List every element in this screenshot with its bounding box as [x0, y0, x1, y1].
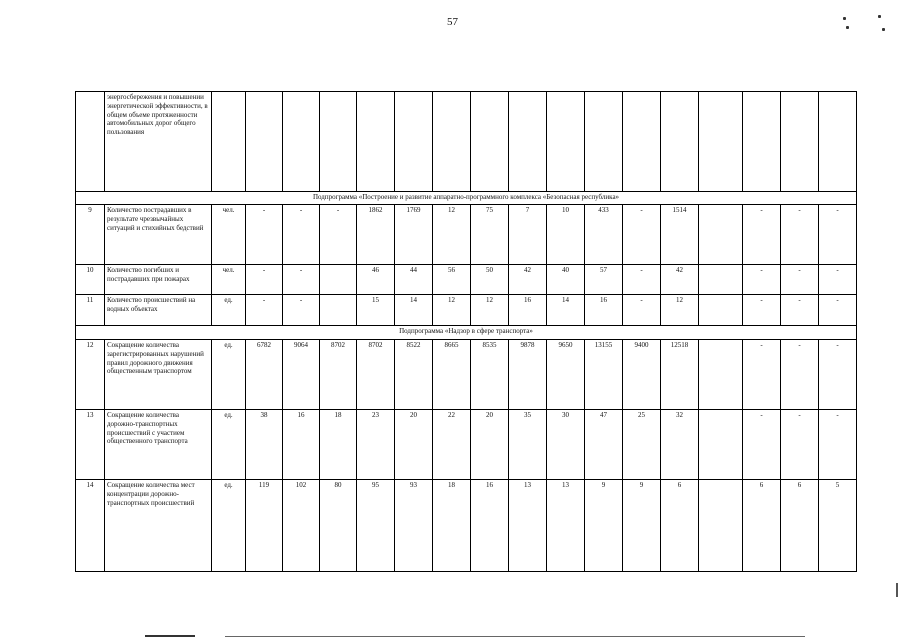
value-cell: 20	[471, 410, 509, 480]
value-cell: -	[819, 205, 857, 265]
value-cell: -	[246, 265, 283, 295]
value-cell: 16	[471, 480, 509, 572]
value-cell: 93	[395, 480, 433, 572]
value-cell: 5	[819, 480, 857, 572]
value-cell: 8702	[357, 340, 395, 410]
value-cell: 9	[585, 480, 623, 572]
value-cell: 15	[357, 295, 395, 326]
value-cell: -	[781, 265, 819, 295]
scan-line	[145, 635, 195, 637]
value-cell: -	[819, 340, 857, 410]
scan-mark	[882, 28, 885, 31]
value-cell: 47	[585, 410, 623, 480]
scan-line	[225, 636, 805, 637]
value-cell: -	[743, 410, 781, 480]
scan-mark	[846, 26, 849, 29]
value-cell: 12	[661, 295, 699, 326]
value-cell: 1769	[395, 205, 433, 265]
value-cell: 56	[433, 265, 471, 295]
value-cell	[699, 340, 743, 410]
value-cell: 50	[471, 265, 509, 295]
value-cell: 1514	[661, 205, 699, 265]
value-cell: -	[743, 265, 781, 295]
indicator-name: Сокращение количества зарегистрированных нарушений правил дорожного движения общественным транспортом	[105, 340, 212, 410]
value-cell: 42	[661, 265, 699, 295]
table-row	[76, 480, 857, 572]
value-cell: -	[246, 295, 283, 326]
value-cell: 32	[661, 410, 699, 480]
value-cell: 44	[395, 265, 433, 295]
value-cell: 57	[585, 265, 623, 295]
value-cell: 9400	[623, 340, 661, 410]
value-cell	[819, 92, 857, 192]
value-cell: 22	[433, 410, 471, 480]
row-number: 9	[76, 205, 105, 265]
value-cell: -	[743, 295, 781, 326]
value-cell: -	[623, 265, 661, 295]
value-cell: 40	[547, 265, 585, 295]
value-cell	[320, 92, 357, 192]
value-cell: 16	[509, 295, 547, 326]
value-cell: 18	[433, 480, 471, 572]
section-header-row	[76, 192, 857, 205]
value-cell: 8665	[433, 340, 471, 410]
section-title: Подпрограмма «Надзор в сфере транспорта»	[76, 326, 857, 340]
value-cell: 6	[661, 480, 699, 572]
value-cell	[699, 480, 743, 572]
indicator-name: энергосбережения и повышении энергетической эффективности, в общем объеме протяженности автомобильных дорог общего пользования	[105, 92, 212, 192]
value-cell: -	[743, 340, 781, 410]
value-cell	[320, 265, 357, 295]
value-cell	[661, 92, 699, 192]
value-cell	[395, 92, 433, 192]
value-cell: 8535	[471, 340, 509, 410]
value-cell	[743, 92, 781, 192]
value-cell: 9650	[547, 340, 585, 410]
value-cell: 8522	[395, 340, 433, 410]
section-header-row	[76, 326, 857, 340]
value-cell	[699, 295, 743, 326]
row-number: 12	[76, 340, 105, 410]
row-number: 14	[76, 480, 105, 572]
indicator-name: Количество пострадавших в результате чрезвычайных ситуаций и стихийных бедствий	[105, 205, 212, 265]
indicator-name: Сокращение количества мест концентрации дорожно-транспортных происшествий	[105, 480, 212, 572]
value-cell	[320, 295, 357, 326]
value-cell: -	[283, 205, 320, 265]
value-cell: -	[283, 295, 320, 326]
value-cell: -	[246, 205, 283, 265]
table-row	[76, 410, 857, 480]
table-row	[76, 340, 857, 410]
value-cell: 12	[433, 205, 471, 265]
value-cell: -	[623, 295, 661, 326]
value-cell	[509, 92, 547, 192]
value-cell: -	[743, 205, 781, 265]
value-cell: 16	[283, 410, 320, 480]
value-cell: 6	[743, 480, 781, 572]
value-cell: 12518	[661, 340, 699, 410]
value-cell: 80	[320, 480, 357, 572]
value-cell: 13	[547, 480, 585, 572]
value-cell: 75	[471, 205, 509, 265]
section-title: Подпрограмма «Построение и развитие аппаратно-программного комплекса «Безопасная республика»	[76, 192, 857, 205]
table-row	[76, 92, 857, 192]
value-cell: 46	[357, 265, 395, 295]
value-cell: 38	[246, 410, 283, 480]
value-cell	[699, 92, 743, 192]
scan-mark	[896, 583, 898, 597]
value-cell: 8702	[320, 340, 357, 410]
value-cell: 6782	[246, 340, 283, 410]
value-cell: -	[819, 410, 857, 480]
value-cell: 16	[585, 295, 623, 326]
value-cell: 42	[509, 265, 547, 295]
value-cell: -	[819, 295, 857, 326]
value-cell: 102	[283, 480, 320, 572]
value-cell: 6	[781, 480, 819, 572]
unit-cell: чел.	[212, 265, 246, 295]
value-cell: 9878	[509, 340, 547, 410]
value-cell: 9	[623, 480, 661, 572]
value-cell: 14	[395, 295, 433, 326]
value-cell: -	[623, 205, 661, 265]
value-cell	[357, 92, 395, 192]
value-cell: 7	[509, 205, 547, 265]
value-cell	[781, 92, 819, 192]
row-number: 10	[76, 265, 105, 295]
value-cell: -	[781, 340, 819, 410]
value-cell: 12	[471, 295, 509, 326]
value-cell: -	[320, 205, 357, 265]
value-cell: 13	[509, 480, 547, 572]
value-cell	[585, 92, 623, 192]
row-number	[76, 92, 105, 192]
value-cell: -	[781, 205, 819, 265]
unit-cell: ед.	[212, 295, 246, 326]
value-cell	[623, 92, 661, 192]
value-cell	[699, 410, 743, 480]
scan-mark	[843, 17, 846, 20]
unit-cell: ед.	[212, 480, 246, 572]
value-cell: 20	[395, 410, 433, 480]
value-cell: 433	[585, 205, 623, 265]
row-number: 13	[76, 410, 105, 480]
value-cell	[471, 92, 509, 192]
value-cell: 10	[547, 205, 585, 265]
value-cell	[547, 92, 585, 192]
row-number: 11	[76, 295, 105, 326]
indicator-name: Сокращение количества дорожно-транспортных происшествий с участием общественного транспорта	[105, 410, 212, 480]
value-cell: 14	[547, 295, 585, 326]
value-cell: -	[781, 295, 819, 326]
value-cell: -	[781, 410, 819, 480]
indicators-table	[75, 91, 857, 572]
unit-cell: чел.	[212, 205, 246, 265]
unit-cell	[212, 92, 246, 192]
value-cell: 23	[357, 410, 395, 480]
value-cell: 30	[547, 410, 585, 480]
value-cell: 12	[433, 295, 471, 326]
value-cell: -	[283, 265, 320, 295]
indicator-name: Количество происшествий на водных объектах	[105, 295, 212, 326]
table-row	[76, 205, 857, 265]
value-cell	[699, 205, 743, 265]
value-cell	[433, 92, 471, 192]
value-cell: 119	[246, 480, 283, 572]
scan-mark	[878, 15, 881, 18]
value-cell	[246, 92, 283, 192]
value-cell: 1862	[357, 205, 395, 265]
unit-cell: ед.	[212, 410, 246, 480]
value-cell: 18	[320, 410, 357, 480]
value-cell: 95	[357, 480, 395, 572]
value-cell	[699, 265, 743, 295]
table-row	[76, 265, 857, 295]
value-cell	[283, 92, 320, 192]
value-cell: 9064	[283, 340, 320, 410]
page-number: 57	[447, 16, 458, 28]
value-cell: -	[819, 265, 857, 295]
value-cell: 25	[623, 410, 661, 480]
table-row	[76, 295, 857, 326]
unit-cell: ед.	[212, 340, 246, 410]
value-cell: 13155	[585, 340, 623, 410]
indicator-name: Количество погибших и пострадавших при пожарах	[105, 265, 212, 295]
value-cell: 35	[509, 410, 547, 480]
